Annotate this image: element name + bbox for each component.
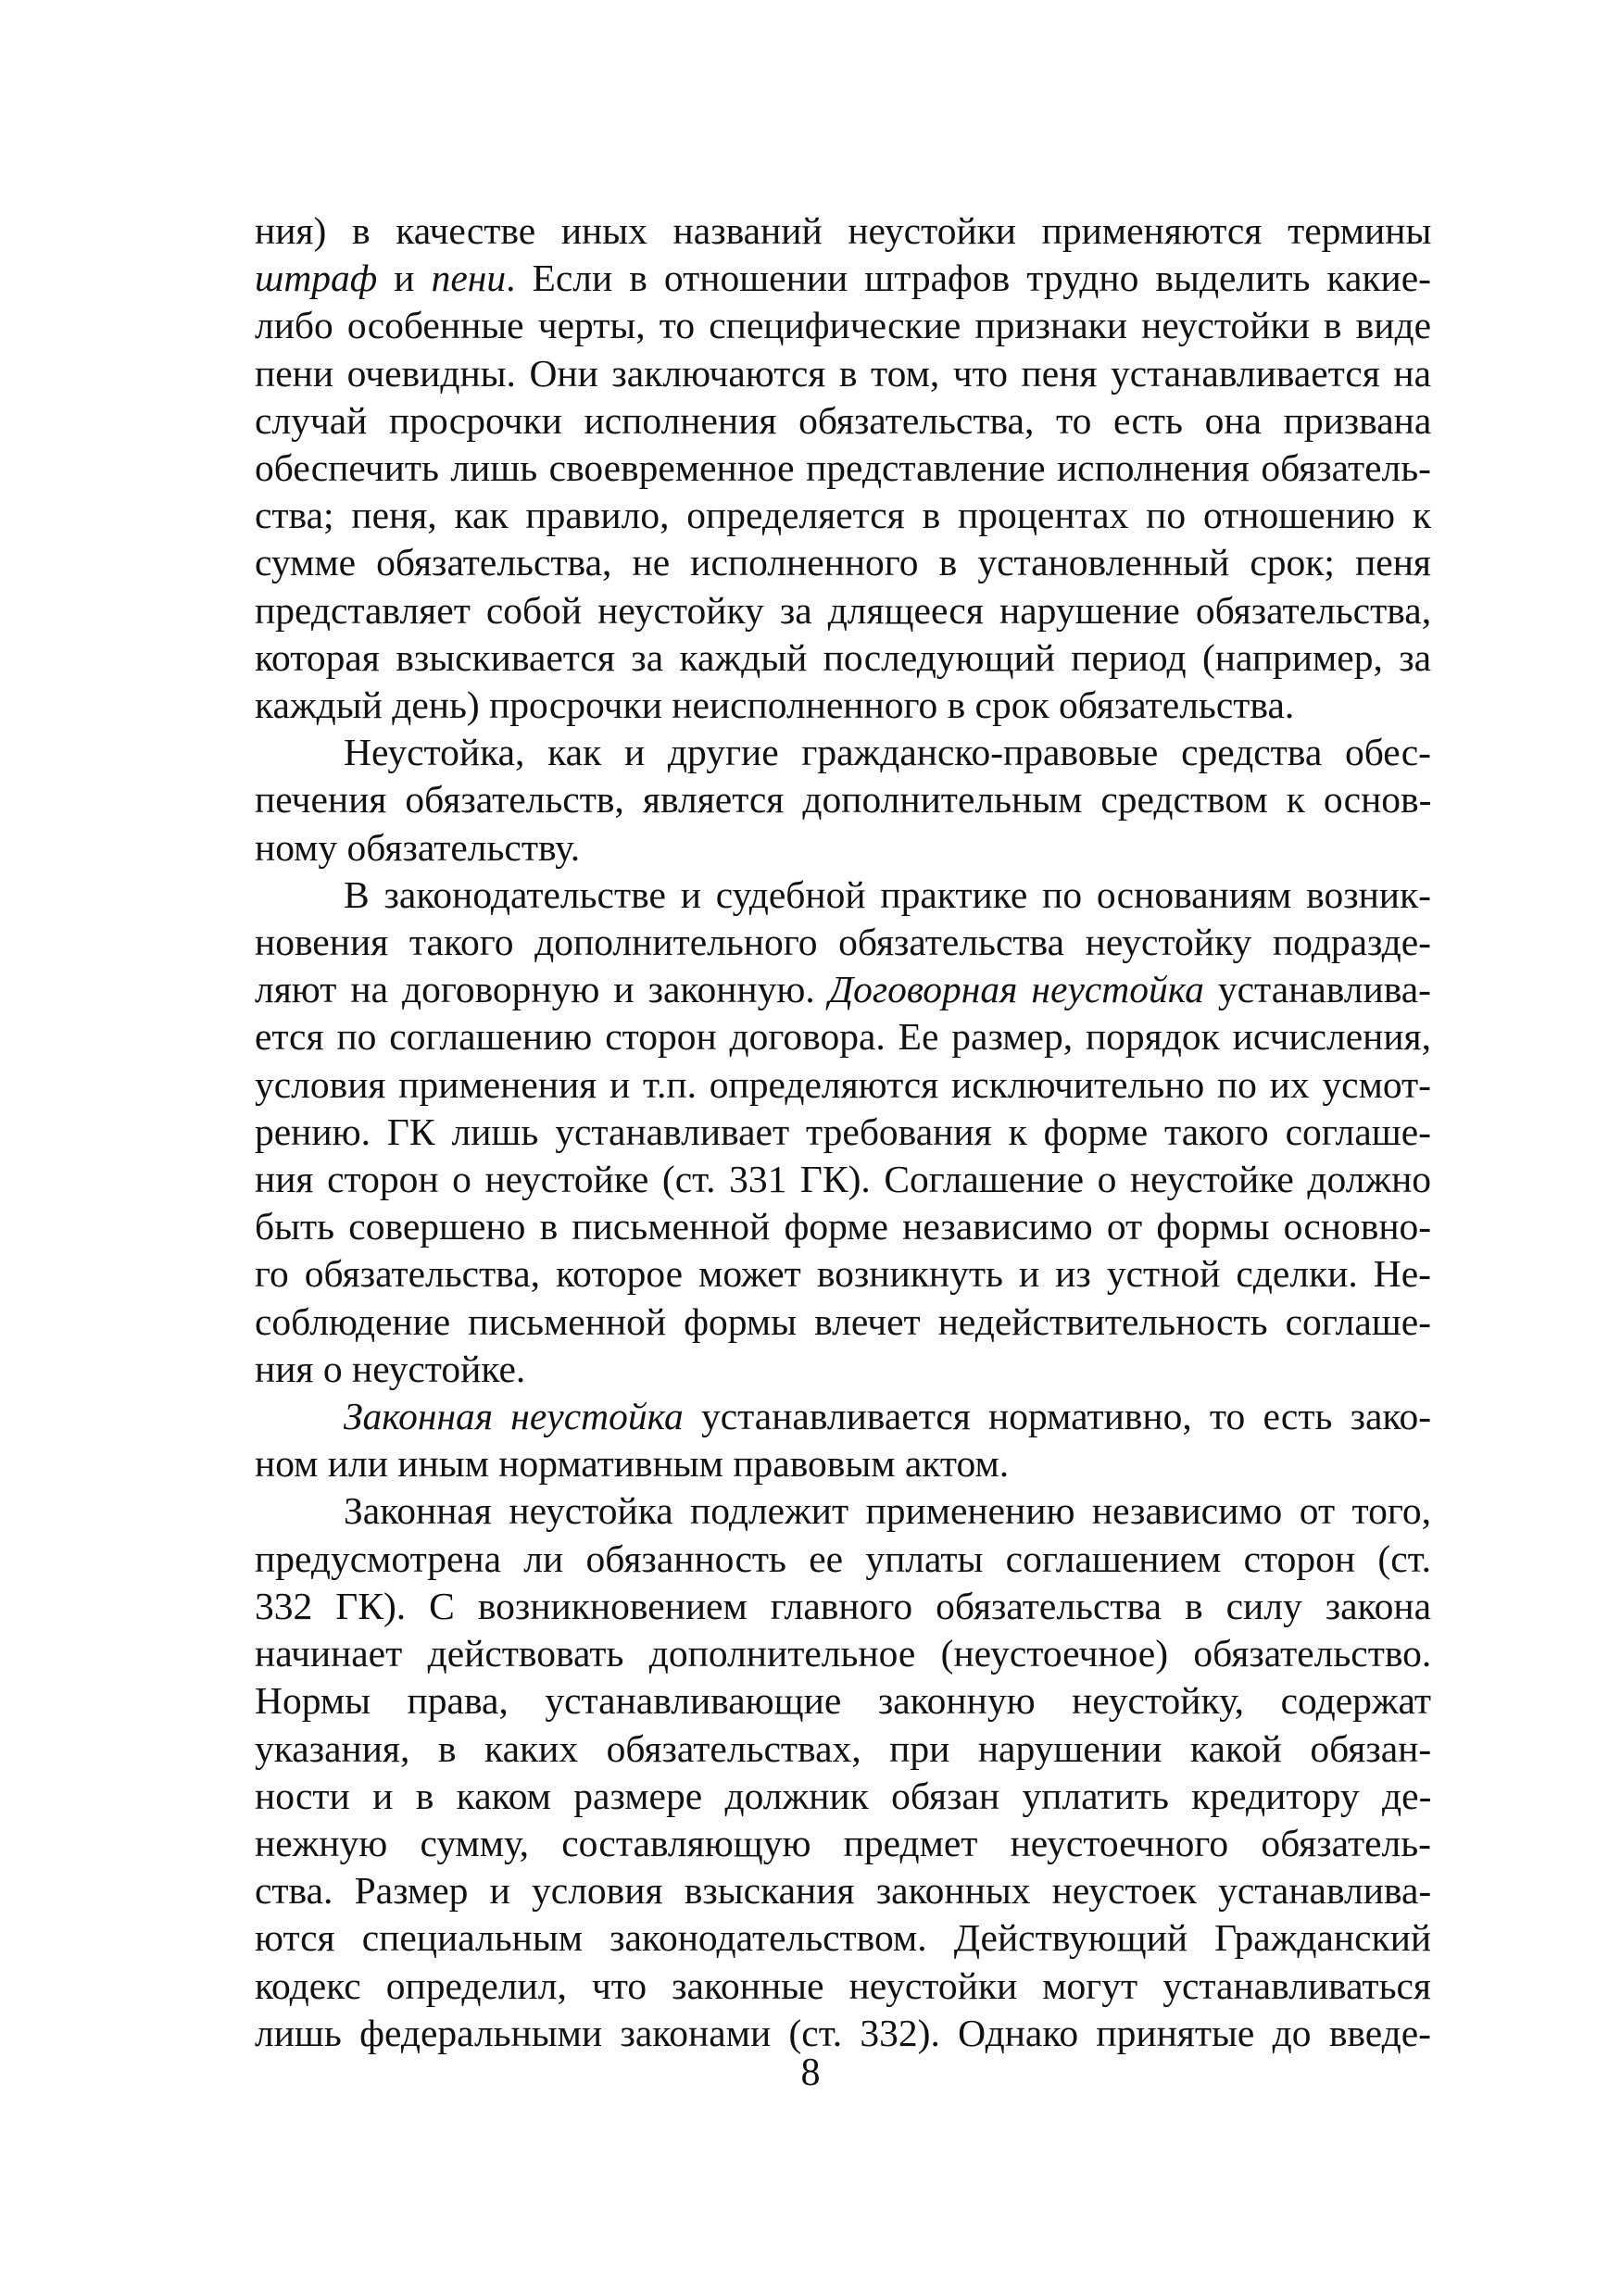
text-line: Неустойка, как и другие гражданско-правовые средства обес- bbox=[344, 731, 1431, 774]
text-line: ляют на договорную и законную. Договорная неустойка устанавлива- bbox=[255, 968, 1431, 1011]
text-line: штраф и пени. Если в отношении штрафов трудно выделить какие- bbox=[255, 257, 1431, 300]
text-line: быть совершено в письменной форме независимо от формы основно- bbox=[255, 1205, 1432, 1248]
text-line: ния сторон о неустойке (ст. 331 ГК). Соглашение о неустойке должно bbox=[255, 1158, 1432, 1201]
text-line: Законная неустойка устанавливается нормативно, то есть зако- bbox=[344, 1395, 1432, 1438]
text-line: случай просрочки исполнения обязательства, то есть она призвана bbox=[255, 398, 1432, 442]
text-line: ства; пеня, как правило, определяется в процентах по отношению к bbox=[255, 494, 1432, 537]
paragraph bbox=[255, 729, 1431, 872]
text-line: которая взыскивается за каждый последующий период (например, за bbox=[255, 635, 1432, 679]
paragraph bbox=[255, 1487, 1431, 2056]
text-line: В законодательстве и судебной практике по основаниям возник- bbox=[344, 872, 1431, 916]
text-line: указания, в каких обязательствах, при нарушении какой обязан- bbox=[255, 1726, 1432, 1770]
text-line: Нормы права, устанавливающие законную неустойку, содержат bbox=[255, 1679, 1432, 1723]
text-line: ется по соглашению сторон договора. Ее размер, порядок исчисления, bbox=[255, 1015, 1431, 1059]
text-line: лишь федеральными законами (ст. 332). Однако принятые до введе- bbox=[255, 2011, 1431, 2054]
text-line: представляет собой неустойку за длящееся нарушение обязательства, bbox=[255, 588, 1432, 632]
paragraph bbox=[255, 207, 1431, 729]
text-line: ства. Размер и условия взыскания законных неустоек устанавлива- bbox=[255, 1869, 1432, 1913]
text-line: ном или иным нормативным правовым актом. bbox=[255, 1442, 1010, 1486]
text-line: новения такого дополнительного обязательства неустойку подразде- bbox=[255, 921, 1431, 964]
text-line: 332 ГК). С возникновением главного обязательства в силу закона bbox=[255, 1584, 1431, 1627]
text-line: сумме обязательства, не исполненного в установленный срок; пеня bbox=[255, 541, 1431, 584]
page-number: 8 bbox=[800, 2051, 821, 2094]
body-text bbox=[255, 207, 1431, 2057]
text-line: каждый день) просрочки неисполненного в срок обязательства. bbox=[255, 684, 1295, 727]
text-line: ются специальным законодательством. Действующий Гражданский bbox=[255, 1916, 1432, 1960]
text-line: ния) в качестве иных названий неустойки применяются термины bbox=[255, 209, 1432, 252]
text-line: нежную сумму, составляющую предмет неустоечного обязатель- bbox=[255, 1821, 1431, 1864]
text-line: соблюдение письменной формы влечет недействительность соглаше- bbox=[255, 1299, 1431, 1343]
text-line: печения обязательств, является дополнительным средством к основ- bbox=[255, 778, 1432, 822]
text-line: ному обязательству. bbox=[255, 825, 581, 869]
paragraph bbox=[255, 1393, 1431, 1487]
text-line: Законная неустойка подлежит применению независимо от того, bbox=[344, 1489, 1431, 1533]
text-line: ности и в каком размере должник обязан уплатить кредитору де- bbox=[255, 1774, 1432, 1817]
paragraph bbox=[255, 872, 1431, 1393]
text-line: кодекс определил, что законные неустойки могут устанавливаться bbox=[255, 1964, 1432, 2007]
text-line: ния о неустойке. bbox=[255, 1347, 526, 1390]
text-line: пени очевидны. Они заключаются в том, что пеня устанавливается на bbox=[255, 351, 1431, 395]
text-line: либо особенные черты, то специфические признаки неустойки в виде bbox=[255, 304, 1431, 347]
text-line: предусмотрена ли обязанность ее уплаты соглашением сторон (ст. bbox=[255, 1537, 1431, 1580]
text-line: условия применения и т.п. определяются исключительно по их усмот- bbox=[255, 1062, 1431, 1106]
text-line: го обязательства, которое может возникнуть и из устной сделки. Не- bbox=[255, 1252, 1432, 1296]
text-line: рению. ГК лишь устанавливает требования к форме такого соглаше- bbox=[255, 1110, 1431, 1153]
text-line: начинает действовать дополнительное (неустоечное) обязательство. bbox=[255, 1632, 1432, 1675]
text-line: обеспечить лишь своевременное представление исполнения обязатель- bbox=[255, 446, 1431, 490]
